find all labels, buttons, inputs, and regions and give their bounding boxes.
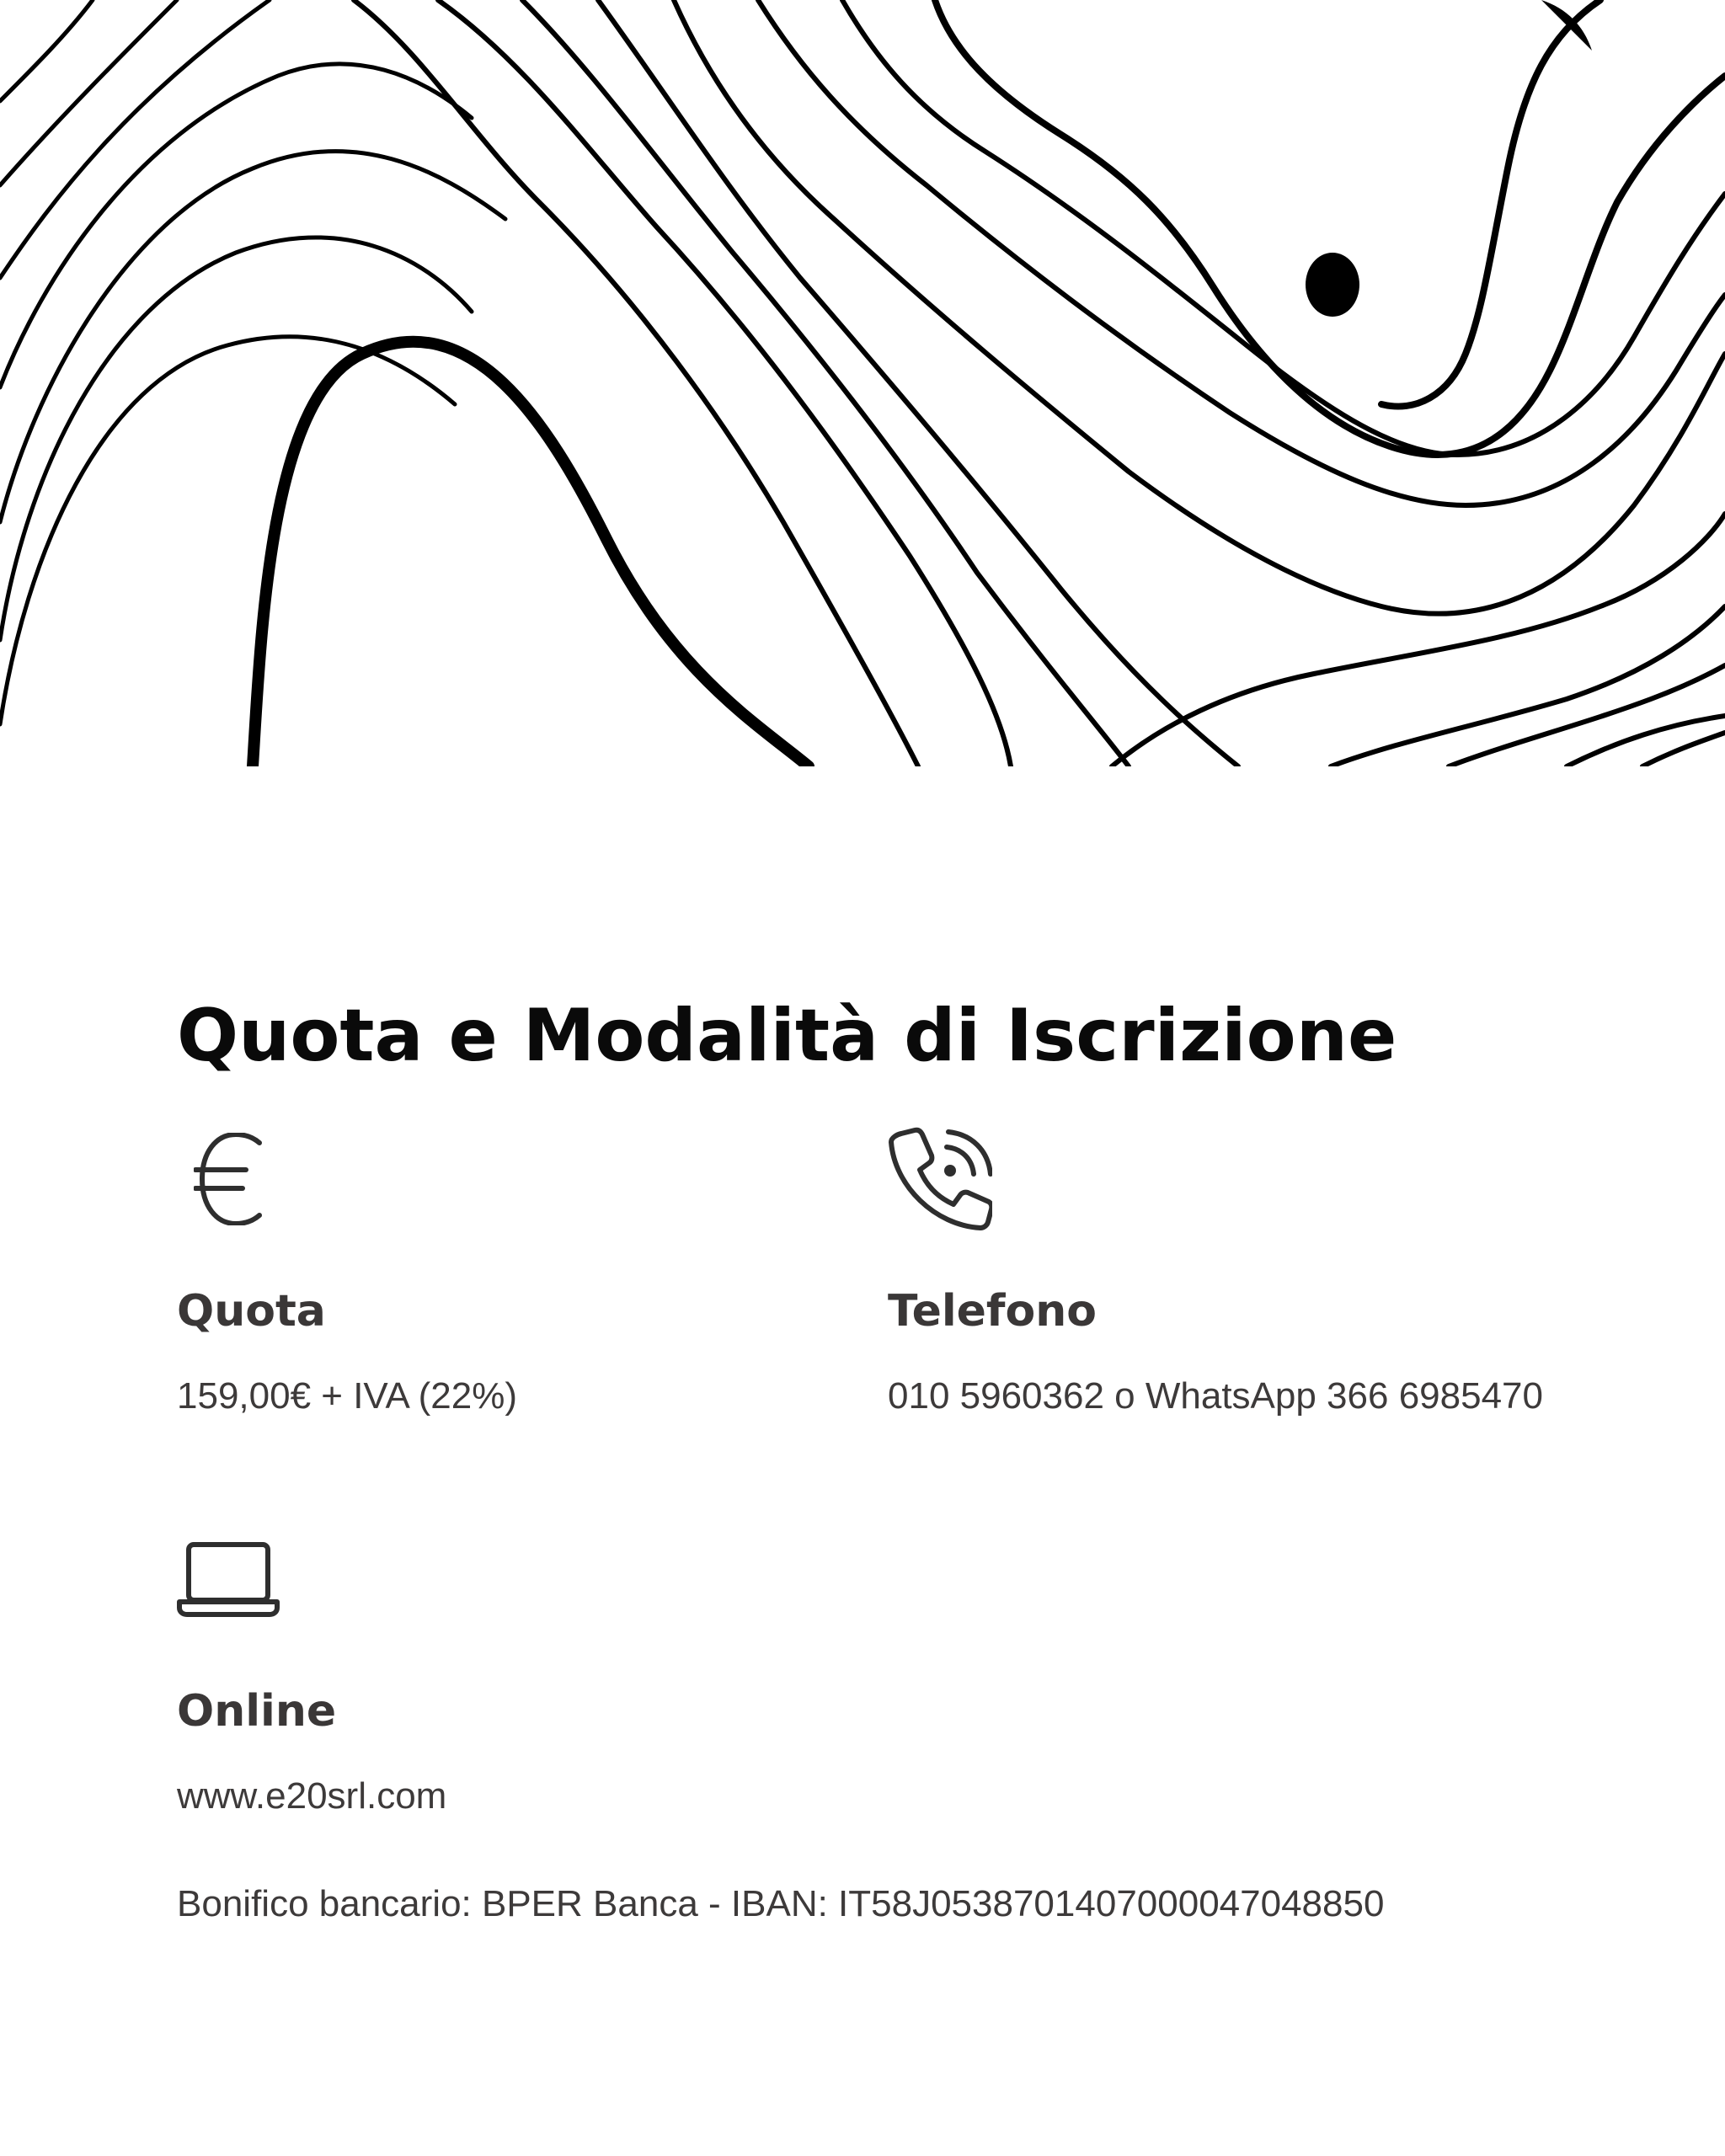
fee-value: 159,00€ + IVA (22%) [177, 1375, 518, 1417]
online-label: Online [177, 1686, 337, 1737]
website-link[interactable]: www.e20srl.com [177, 1775, 447, 1817]
topographic-header-image [0, 0, 1725, 766]
fee-label: Quota [177, 1286, 326, 1337]
phone-call-icon [886, 1127, 992, 1231]
bank-transfer-info: Bonifico bancario: BPER Banca - IBAN: IT58J0538701407000047048850 [177, 1883, 1385, 1924]
phone-label: Telefono [888, 1286, 1097, 1337]
section-title: Quota e Modalità di Iscrizione [177, 994, 1397, 1078]
topographic-lines-graphic [0, 0, 1725, 766]
laptop-icon [177, 1541, 280, 1617]
euro-icon [194, 1133, 264, 1225]
ink-dot [1306, 253, 1359, 317]
phone-value: 010 5960362 o WhatsApp 366 6985470 [888, 1375, 1543, 1417]
